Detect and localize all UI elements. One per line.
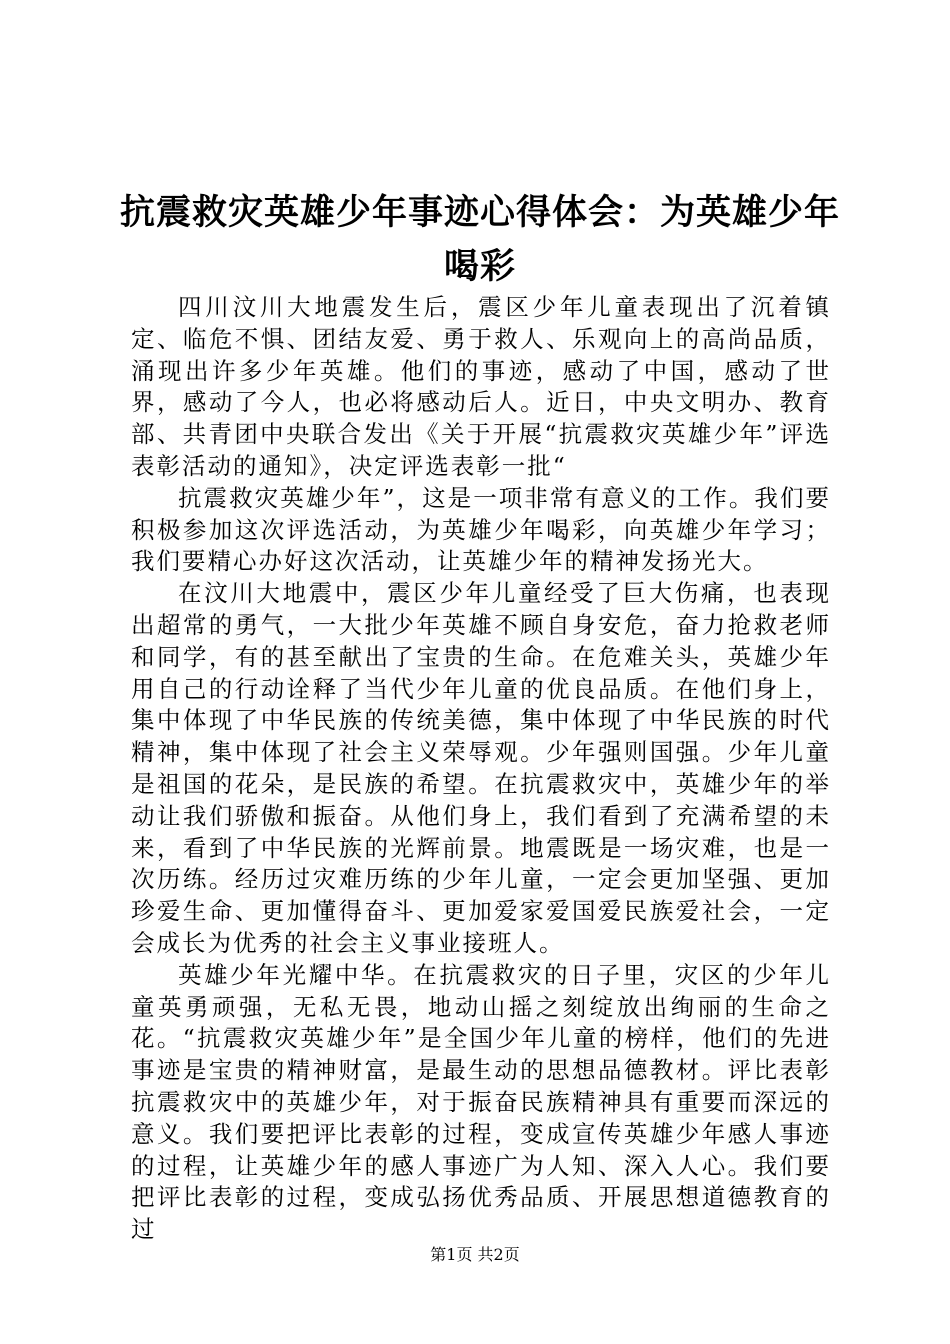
document-body bbox=[131, 292, 831, 1246]
document-title: 抗震救灾英雄少年事迹心得体会：为英雄少年喝彩 bbox=[120, 193, 841, 287]
paragraph-2: 抗震救灾英雄少年”，这是一项非常有意义的工作。我们要积极参加这次评选活动，为英雄少年喝彩，向英雄少年学习；我们要精心办好这次活动，让英雄少年的精神发扬光大。 bbox=[131, 483, 831, 576]
page-number-footer: 第1页 共2页 bbox=[430, 1245, 520, 1264]
paragraph-4: 英雄少年光耀中华。在抗震救灾的日子里，灾区的少年儿童英勇顽强，无私无畏，地动山摇之刻绽放出绚丽的生命之花。“抗震救灾英雄少年”是全国少年儿童的榜样，他们的先进事迹是宝贵的精神财富，是最生动的思想品德教材。评比表彰抗震救灾中的英雄少年，对于振奋民族精神具有重要而深远的意义。我们要把评比表彰的过程，变成宣传英雄少年感人事迹的过程，让英雄少年的感人事迹广为人知、深入人心。我们要把评比表彰的过程，变成弘扬优秀品质、开展思想道德教育的过 bbox=[131, 960, 831, 1244]
paragraph-3: 在汶川大地震中，震区少年儿童经受了巨大伤痛，也表现出超常的勇气，一大批少年英雄不顾自身安危，奋力抢救老师和同学，有的甚至献出了宝贵的生命。在危难关头，英雄少年用自己的行动诠释了当代少年儿童的优良品质。在他们身上，集中体现了中华民族的传统美德，集中体现了中华民族的时代精神，集中体现了社会主义荣辱观。少年强则国强。少年儿童是祖国的花朵，是民族的希望。在抗震救灾中，英雄少年的举动让我们骄傲和振奋。从他们身上，我们看到了充满希望的未来，看到了中华民族的光辉前景。地震既是一场灾难，也是一次历练。经历过灾难历练的少年儿童，一定会更加坚强、更加珍爱生命、更加懂得奋斗、更加爱家爱国爱民族爱社会，一定会成长为优秀的社会主义事业接班人。 bbox=[131, 579, 831, 957]
paragraph-1: 四川汶川大地震发生后，震区少年儿童表现出了沉着镇定、临危不惧、团结友爱、勇于救人、乐观向上的高尚品质，涌现出许多少年英雄。他们的事迹，感动了中国，感动了世界，感动了今人，也必将感动后人。近日，中央文明办、教育部、共青团中央联合发出《关于开展“抗震救灾英雄少年”评选表彰活动的通知》，决定评选表彰一批“ bbox=[131, 293, 831, 480]
